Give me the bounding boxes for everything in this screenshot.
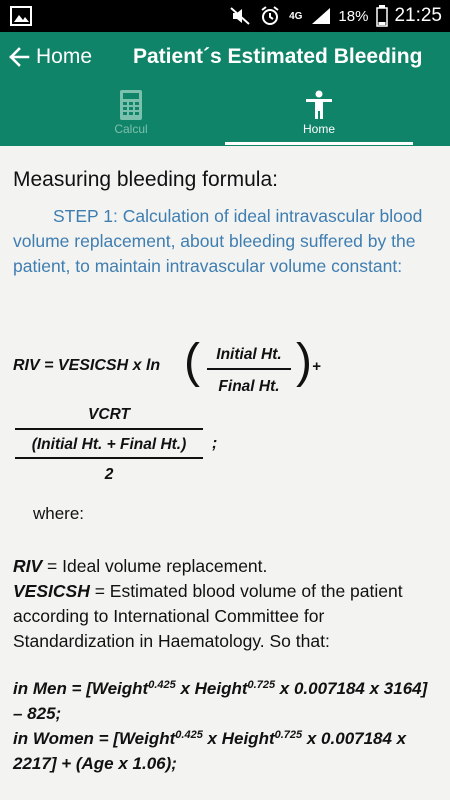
tab-calcul-label: Calcul (114, 122, 148, 136)
riv-term: RIV (13, 556, 43, 576)
gallery-notification-icon (10, 6, 32, 31)
back-button[interactable] (8, 42, 92, 72)
battery-percent: 18% (338, 7, 369, 25)
formula-frac-numerator: Initial Ht. (216, 346, 282, 363)
status-bar (0, 0, 450, 32)
alarm-icon (259, 5, 281, 27)
women-exp-weight: 0.425 (175, 729, 203, 741)
men-formula-suffix: x 0.007184 x 3164] – 825; (13, 679, 428, 723)
blood-volume-formulas (13, 676, 438, 776)
vesicsh-definition (13, 579, 438, 654)
riv-def: = Ideal volume replacement. (42, 556, 268, 576)
formula-right-paren: ) (296, 335, 312, 388)
formula-left-paren: ( (184, 335, 200, 388)
calculator-icon (120, 90, 142, 120)
vesicsh-term: VESICSH (13, 581, 90, 601)
women-formula-mid: x Height (202, 729, 275, 748)
step-1-text: STEP 1: Calculation of ideal intravascular blood volume replacement, about bleeding suffered by the patient, to maintain intravascular volume constant: (13, 206, 423, 276)
women-formula (13, 726, 438, 776)
women-exp-height: 0.725 (274, 729, 303, 741)
selected-tab-indicator (225, 142, 413, 145)
formula-vcrt-line (15, 428, 203, 430)
person-icon (305, 90, 333, 120)
formula-riv-lhs: RIV = VESICSH x ln (13, 357, 161, 374)
content-heading: Measuring bleeding formula: (13, 168, 278, 191)
definitions (13, 554, 438, 654)
men-exp-weight: 0.425 (148, 679, 176, 691)
mute-icon (229, 6, 251, 26)
formula-ht-sum: (Initial Ht. + Final Ht.) (31, 436, 187, 453)
app-bar (0, 32, 450, 146)
men-formula (13, 676, 438, 726)
vesicsh-def: = Estimated blood volume of the patient according to International Committee for Standardization in Haematology. So that: (13, 581, 403, 651)
network-type-label: 4G (289, 10, 303, 22)
back-label: Home (36, 45, 93, 68)
men-formula-mid: x Height (175, 679, 248, 698)
tab-home[interactable] (225, 86, 413, 146)
men-formula-prefix: in Men = [Weight (13, 679, 149, 698)
tab-home-label: Home (302, 122, 335, 136)
tab-calcul[interactable] (37, 86, 225, 146)
where-label: where: (33, 504, 85, 523)
back-arrow-icon (8, 46, 30, 68)
battery-icon (376, 5, 388, 27)
formula-divisor: 2 (104, 466, 114, 483)
formula-semicolon: ; (212, 435, 218, 452)
content-area (0, 146, 450, 800)
formula-frac-line (207, 368, 291, 370)
signal-icon (310, 6, 332, 26)
formula-ht-sum-line (15, 457, 203, 459)
formula-frac-denominator: Final Ht. (218, 378, 280, 395)
page-title: Patient´s Estimated Bleeding (133, 45, 423, 68)
formula-plus: + (312, 358, 321, 375)
clock: 21:25 (394, 5, 442, 26)
tab-bar (0, 86, 450, 146)
riv-definition (13, 554, 438, 579)
women-formula-suffix: x 0.007184 x 2217] + (Age x 1.06); (13, 729, 407, 773)
women-formula-prefix: in Women = [Weight (13, 729, 176, 748)
men-exp-height: 0.725 (247, 679, 276, 691)
formula-vcrt: VCRT (88, 406, 130, 423)
